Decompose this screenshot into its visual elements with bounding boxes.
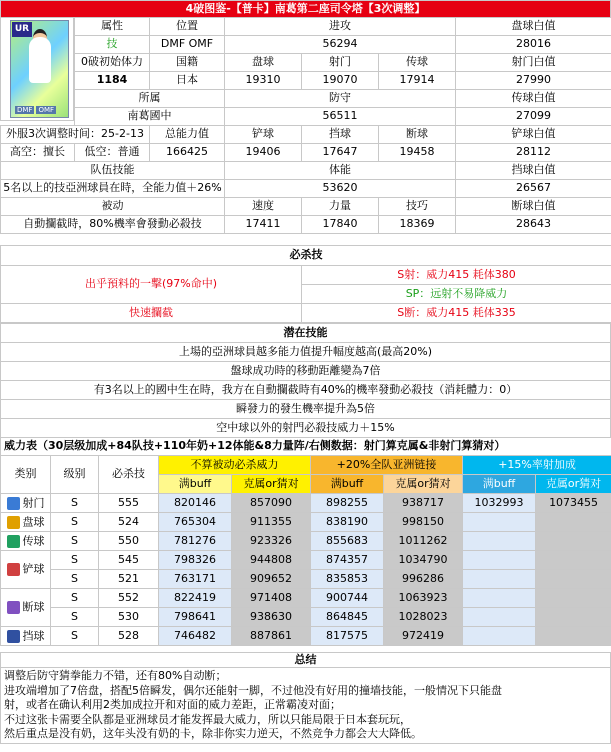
skill-name-intercept: 快速攔截 — [1, 304, 302, 323]
summary-line: 调整后防守猜拳能力不错，还有80%自动断； — [4, 669, 227, 682]
power-skill: 530 — [99, 608, 159, 627]
power-b: 887861 — [232, 627, 311, 646]
value-high-ball: 高空：擅长 — [1, 144, 75, 162]
power-row — [1, 570, 611, 589]
power-type: 传球 — [22, 534, 45, 547]
summary-line: 射，或者在确认利用2类加成拉开和对面的威力差距，正常霸凌对面； — [4, 698, 341, 711]
power-type-cell — [1, 627, 51, 646]
value-pass: 17914 — [379, 72, 456, 90]
col-type: 类别 — [1, 456, 51, 494]
power-level: S — [51, 589, 99, 608]
potential-title: 潜在技能 — [1, 324, 611, 343]
label-stamina: 0破初始体力 — [75, 54, 150, 72]
power-d: 938717 — [384, 494, 463, 513]
power-c: 874357 — [311, 551, 384, 570]
value-block-base: 26567 — [456, 180, 611, 198]
value-stamina2: 53620 — [225, 180, 456, 198]
potential-line: 上場的亞洲球員越多能力值提升幅度越高(最高20%) — [1, 343, 611, 362]
sub-counter: 克属or猜对 — [536, 475, 611, 494]
label-shoot: 射门 — [302, 54, 379, 72]
power-type: 射门 — [22, 496, 45, 509]
power-skill: 545 — [99, 551, 159, 570]
power-f — [536, 608, 611, 627]
sub-full-buff: 满buff — [159, 475, 232, 494]
power-level: S — [51, 494, 99, 513]
power-row — [1, 627, 611, 646]
power-c: 898255 — [311, 494, 384, 513]
col-level: 级别 — [51, 456, 99, 494]
summary-line: 然后重点是没有奶，这年头没有奶的卡，除非你实力逆天，不然竞争力都会大大降低。 — [4, 727, 422, 740]
value-dribble-base: 28016 — [456, 36, 611, 54]
power-d: 1028023 — [384, 608, 463, 627]
value-passive: 自動攔截時，80%機率會發動必殺技 — [1, 216, 225, 234]
power-b: 971408 — [232, 589, 311, 608]
value-pass-base: 27099 — [456, 108, 611, 126]
label-block: 挡球 — [302, 126, 379, 144]
label-power: 力量 — [302, 198, 379, 216]
power-a: 763171 — [159, 570, 232, 589]
label-block-base: 挡球白值 — [456, 162, 611, 180]
label-attribute: 属性 — [75, 18, 150, 36]
skill-type-icon — [7, 601, 20, 614]
summary-line: 进攻端增加了7倍盘，搭配5倍瞬发，偶尔还能射一脚，不过他没有好用的撞墙技能，一般情况下只能盘 — [4, 683, 502, 697]
power-skill: 552 — [99, 589, 159, 608]
skill-desc-sp: SP：远射不易降威力 — [302, 285, 611, 304]
value-attack: 56294 — [225, 36, 456, 54]
group-header-base: 不算被动必杀威力 — [159, 456, 311, 475]
power-b: 911355 — [232, 513, 311, 532]
label-tackle: 铲球 — [225, 126, 302, 144]
power-type-cell — [1, 513, 51, 532]
page-title: 4破图鉴-【普卡】南葛第二座司令塔【3次调整】 — [1, 1, 611, 18]
label-shoot-base: 射门白值 — [456, 54, 611, 72]
value-total: 166425 — [150, 144, 225, 162]
value-technique: 18369 — [379, 216, 456, 234]
power-a: 820146 — [159, 494, 232, 513]
value-intercept: 19458 — [379, 144, 456, 162]
power-b: 923326 — [232, 532, 311, 551]
power-type: 断球 — [22, 600, 45, 614]
sub-full-buff: 满buff — [463, 475, 536, 494]
label-stamina2: 体能 — [225, 162, 456, 180]
value-low-ball: 低空：普通 — [75, 144, 150, 162]
label-total: 总能力值 — [150, 126, 225, 144]
value-tackle-base: 28112 — [456, 144, 611, 162]
skill-type-icon — [7, 516, 20, 529]
value-dribble: 19310 — [225, 72, 302, 90]
skill-type-icon — [7, 563, 20, 576]
label-team-skill: 队伍技能 — [1, 162, 225, 180]
power-d: 998150 — [384, 513, 463, 532]
label-pass-base: 传球白值 — [456, 90, 611, 108]
power-level: S — [51, 513, 99, 532]
skill-type-icon — [7, 535, 20, 548]
value-position: DMF OMF — [150, 36, 225, 54]
power-c: 855683 — [311, 532, 384, 551]
label-team: 所属 — [75, 90, 225, 108]
potential-line: 空中球以外的射門必殺技威力＋15% — [1, 419, 611, 438]
potential-line: 瞬發力的發生機率提升為5倍 — [1, 400, 611, 419]
skill-name-shoot: 出乎預料的一擊(97%命中) — [1, 266, 302, 304]
value-shoot-base: 27990 — [456, 72, 611, 90]
power-type-cell — [1, 532, 51, 551]
power-e — [463, 608, 536, 627]
power-skill: 550 — [99, 532, 159, 551]
power-a: 781276 — [159, 532, 232, 551]
power-f — [536, 551, 611, 570]
info-table-bottom — [0, 125, 611, 234]
power-table — [0, 437, 611, 646]
power-f: 1073455 — [536, 494, 611, 513]
sub-counter: 克属or猜对 — [232, 475, 311, 494]
power-d: 996286 — [384, 570, 463, 589]
value-speed: 17411 — [225, 216, 302, 234]
skill-type-icon — [7, 497, 20, 510]
col-skill: 必杀技 — [99, 456, 159, 494]
power-level: S — [51, 532, 99, 551]
power-skill: 524 — [99, 513, 159, 532]
label-update-time: 外服3次调整时间：25-2-13 — [1, 126, 150, 144]
power-b: 944808 — [232, 551, 311, 570]
group-header-shoot: +15%率射加成 — [463, 456, 611, 475]
power-e: 1032993 — [463, 494, 536, 513]
power-a: 822419 — [159, 589, 232, 608]
power-level: S — [51, 570, 99, 589]
power-a: 798326 — [159, 551, 232, 570]
label-passive: 被动 — [1, 198, 225, 216]
value-nationality: 日本 — [150, 72, 225, 90]
power-type: 铲球 — [22, 562, 45, 576]
summary-line: 不过这张卡需要全队都是亚洲球员才能发挥最大威力，所以只能局限于日本套玩玩， — [4, 712, 411, 726]
label-technique: 技巧 — [379, 198, 456, 216]
value-attribute: 技 — [75, 36, 150, 54]
sub-counter: 克属or猜对 — [384, 475, 463, 494]
power-row — [1, 589, 611, 608]
skill-desc-intercept: S断：威力415 耗体335 — [302, 304, 611, 323]
power-type-cell — [1, 494, 51, 513]
value-stamina: 1184 — [75, 72, 150, 90]
summary-title: 总结 — [1, 653, 611, 668]
power-f — [536, 513, 611, 532]
value-team: 南葛國中 — [75, 108, 225, 126]
power-f — [536, 532, 611, 551]
power-b: 909652 — [232, 570, 311, 589]
power-type: 盘球 — [22, 515, 45, 528]
power-f — [536, 627, 611, 646]
summary-text — [1, 668, 611, 744]
label-intercept-base: 断球白值 — [456, 198, 611, 216]
power-e — [463, 589, 536, 608]
skill-desc-shoot: S射：威力415 耗体380 — [302, 266, 611, 285]
value-intercept-base: 28643 — [456, 216, 611, 234]
summary-table — [0, 652, 611, 744]
power-type-cell — [1, 551, 51, 589]
potential-line: 有3名以上的國中生在時，我方在自動攔截時有40%的機率發動必殺技（消耗體力：0） — [1, 381, 611, 400]
label-position: 位置 — [150, 18, 225, 36]
power-e — [463, 513, 536, 532]
info-table-top — [74, 17, 611, 126]
special-skill-title: 必杀技 — [1, 246, 611, 266]
power-f — [536, 589, 611, 608]
label-defense: 防守 — [225, 90, 456, 108]
label-dribble-base: 盘球白值 — [456, 18, 611, 36]
player-figure-icon — [29, 37, 51, 83]
power-row — [1, 532, 611, 551]
power-d: 1011262 — [384, 532, 463, 551]
power-e — [463, 532, 536, 551]
power-table-title: 威力表（30层级加成+84队技+110年奶+12体能&8力量阵/右侧数据：射门算克属&非射门算猜对） — [1, 438, 611, 456]
power-a: 746482 — [159, 627, 232, 646]
power-level: S — [51, 608, 99, 627]
label-pass: 传球 — [379, 54, 456, 72]
power-d: 1034790 — [384, 551, 463, 570]
power-skill: 528 — [99, 627, 159, 646]
skill-type-icon — [7, 630, 20, 643]
power-row — [1, 494, 611, 513]
group-header-asia: +20%全队亚洲链接 — [311, 456, 463, 475]
power-e — [463, 551, 536, 570]
sub-full-buff: 满buff — [311, 475, 384, 494]
value-power: 17840 — [302, 216, 379, 234]
power-c: 864845 — [311, 608, 384, 627]
power-c: 835853 — [311, 570, 384, 589]
power-b: 938630 — [232, 608, 311, 627]
power-type: 挡球 — [22, 629, 45, 642]
rarity-badge: UR — [12, 22, 32, 37]
power-skill: 521 — [99, 570, 159, 589]
value-tackle: 19406 — [225, 144, 302, 162]
position-tags: DMF OMF — [17, 106, 55, 114]
power-c: 838190 — [311, 513, 384, 532]
power-row — [1, 551, 611, 570]
power-a: 798641 — [159, 608, 232, 627]
power-type-cell — [1, 589, 51, 627]
label-speed: 速度 — [225, 198, 302, 216]
power-e — [463, 627, 536, 646]
power-a: 765304 — [159, 513, 232, 532]
power-row — [1, 513, 611, 532]
power-level: S — [51, 627, 99, 646]
power-b: 857090 — [232, 494, 311, 513]
special-skill-table — [0, 245, 611, 323]
power-e — [463, 570, 536, 589]
label-attack: 进攻 — [225, 18, 456, 36]
power-d: 972419 — [384, 627, 463, 646]
power-d: 1063923 — [384, 589, 463, 608]
potential-line: 盤球成功時的移動距離變為7倍 — [1, 362, 611, 381]
label-intercept: 断球 — [379, 126, 456, 144]
power-c: 900744 — [311, 589, 384, 608]
power-f — [536, 570, 611, 589]
power-row — [1, 608, 611, 627]
label-dribble: 盘球 — [225, 54, 302, 72]
card-image — [0, 17, 74, 121]
value-team-skill: 5名以上的技亞洲球員在時，全能力值＋26% — [1, 180, 225, 198]
value-shoot: 19070 — [302, 72, 379, 90]
label-nationality: 国籍 — [150, 54, 225, 72]
value-defense: 56511 — [225, 108, 456, 126]
value-block: 17647 — [302, 144, 379, 162]
power-skill: 555 — [99, 494, 159, 513]
power-c: 817575 — [311, 627, 384, 646]
label-tackle-base: 铲球白值 — [456, 126, 611, 144]
power-level: S — [51, 551, 99, 570]
potential-skill-table — [0, 323, 611, 438]
